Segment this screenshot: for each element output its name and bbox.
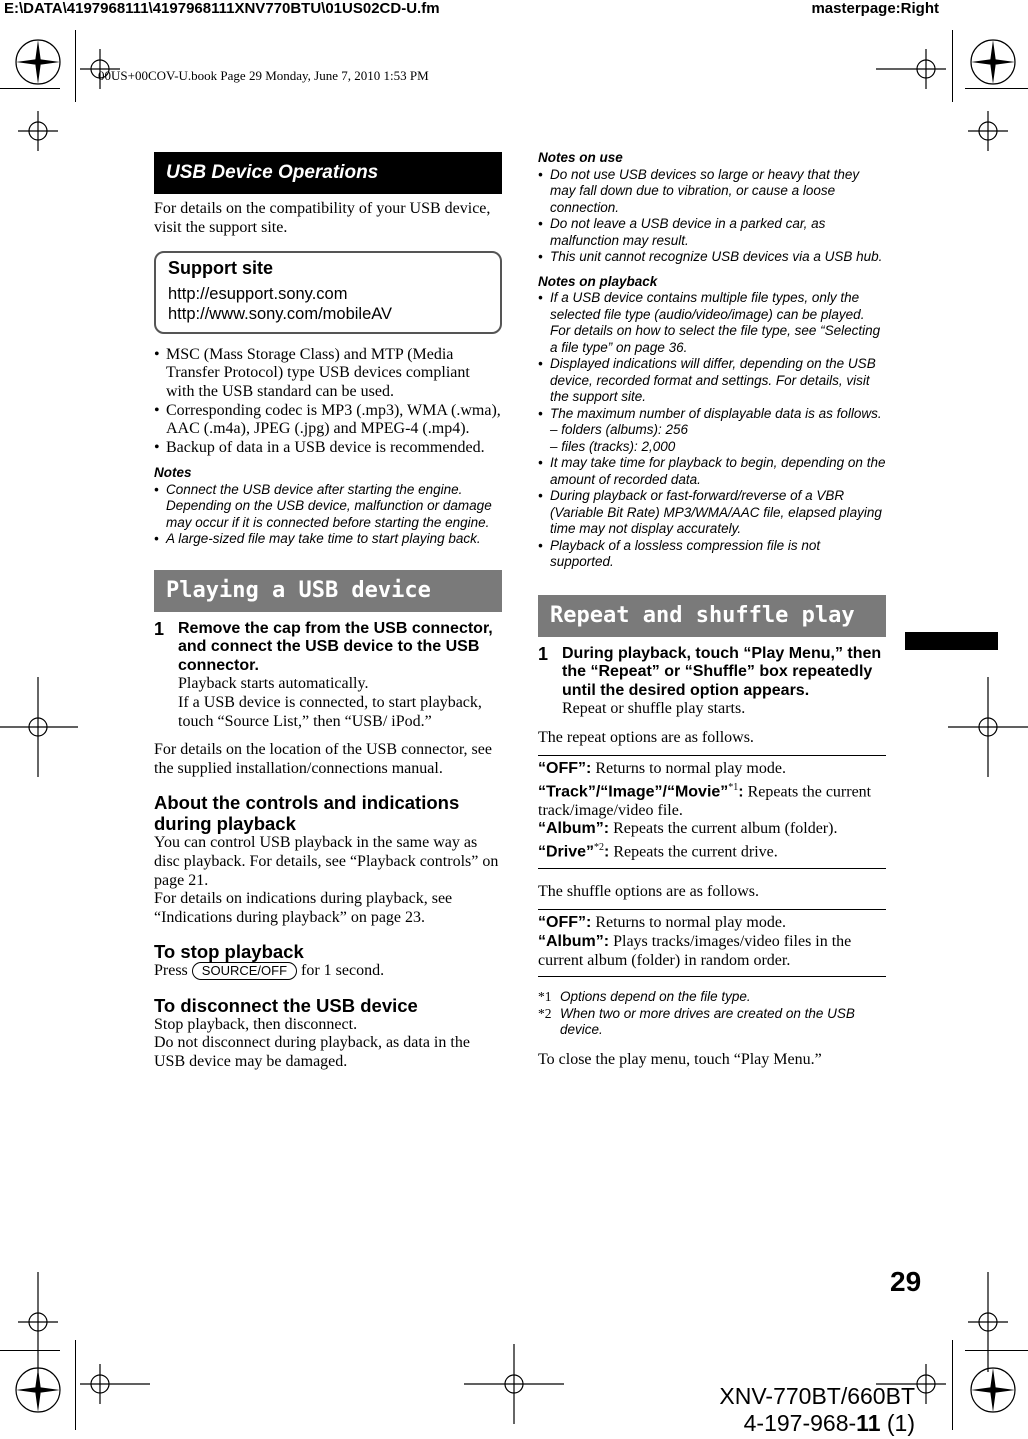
note-item: • Connect the USB device after starting the engine. Depending on the USB device, malfunction or damage may occur if it is connected before starting the engine. <box>154 481 492 530</box>
product-code: 4-197-968-11 (1) <box>743 1410 915 1436</box>
shuffle-options <box>538 910 886 976</box>
page-number: 29 <box>890 1266 922 1297</box>
note-item: • This unit cannot recognize USB devices via a USB hub. <box>538 249 883 264</box>
right-column <box>538 150 886 1069</box>
note-item: • The maximum number of displayable data is as follows. – folders (albums): 256 – files (tracks): 2,000 <box>538 405 882 454</box>
step-text: Repeat or shuffle play starts. <box>562 700 746 717</box>
usb-compat-list <box>154 346 502 458</box>
disconnect-heading: To disconnect the USB device <box>154 994 418 1016</box>
max-files: – files (tracks): 2,000 <box>550 438 676 454</box>
disconnect-text: Stop playback, then disconnect. <box>154 1015 358 1033</box>
step-number: 1 <box>538 643 549 664</box>
masterpage-label: masterpage:Right <box>811 0 939 17</box>
divider <box>538 868 886 869</box>
notes-heading: Notes <box>154 465 192 481</box>
max-folders: – folders (albums): 256 <box>550 422 689 437</box>
step-number: 1 <box>154 618 165 639</box>
step-heading: Remove the cap from the USB connector, and connect the USB device to the USB connector. <box>178 619 493 674</box>
usb-location-text: For details on the location of the USB connector, see the supplied installation/connections manual. <box>154 741 492 777</box>
list-item: • MSC (Mass Storage Class) and MTP (Media Transfer Protocol) type USB devices compliant with the USB standard can be used. <box>154 345 470 400</box>
source-off-button-label: SOURCE/OFF <box>192 962 297 980</box>
disconnect-text: Do not disconnect during playback, as data in the USB device may be damaged. <box>154 1034 470 1071</box>
step-text: If a USB device is connected, to start playback, touch “Source List,” then “USB/ iPod.” <box>178 693 482 730</box>
playing-usb-heading: Playing a USB device <box>154 570 502 612</box>
support-url-1: http://esupport.sony.com <box>168 284 348 303</box>
notes-on-use-heading: Notes on use <box>538 150 623 165</box>
support-site-box <box>154 251 502 334</box>
note-item: • Do not leave a USB device in a parked car, as malfunction may result. <box>538 216 826 248</box>
repeat-shuffle-heading: Repeat and shuffle play <box>538 595 886 637</box>
shuffle-intro: The shuffle options are as follows. <box>538 882 759 900</box>
repeat-options <box>538 756 886 868</box>
playing-step-1 <box>154 620 502 731</box>
footnote-1: *1 Options depend on the file type. <box>538 989 751 1005</box>
repeat-intro: The repeat options are as follows. <box>538 728 754 746</box>
note-item: • Displayed indications will differ, depending on the USB device, recorded format and settings. For details, visit the support site. <box>538 356 876 404</box>
book-info-line: 00US+00COV-U.book Page 29 Monday, June 7, 2010 1:53 PM <box>98 68 429 83</box>
option-track: “Track”/“Image”/“Movie”$^{*1}$: Repeats the current track/image/video file. <box>538 781 872 819</box>
controls-heading: About the controls and indications during playback <box>154 792 460 835</box>
note-item: • Do not use USB devices so large or heavy that they may fall down due to vibration, or cause a loose connection. <box>538 166 860 215</box>
note-item: • During playback or fast-forward/reverse of a VBR (Variable Bit Rate) MP3/WMA/AAC file, elapsed playing time may not display accurately. <box>538 488 882 536</box>
option-album: “Album”: Plays tracks/images/video files in the current album (folder) in random order. <box>538 933 852 969</box>
note-item: • If a USB device contains multiple file types, only the selected file type (audio/video/image) can be played. For details on how to select the file type, see “Selecting a file type” on page 36. <box>538 290 881 355</box>
option-off: “OFF”: Returns to normal play mode. <box>538 760 786 778</box>
footnotes <box>538 989 886 1039</box>
list-item: • Corresponding codec is MP3 (.mp3), WMA (.wma), AAC (.m4a), JPEG (.jpg) and MPEG-4 (.mp4). <box>154 401 501 438</box>
notes-on-playback-heading: Notes on playback <box>538 273 658 289</box>
option-album: “Album”: Repeats the current album (folder). <box>538 820 838 838</box>
divider <box>538 976 886 977</box>
section-tab-marker <box>905 632 998 650</box>
model-number: XNV-770BT/660BT <box>719 1383 915 1409</box>
controls-text: You can control USB playback in the same way as disc playback. For details, see “Playback controls” on page 21. <box>154 834 499 889</box>
close-menu-text: To close the play menu, touch “Play Menu.” <box>538 1050 822 1068</box>
repeat-step-1 <box>538 645 886 719</box>
controls-text: For details on indications during playback, see “Indications during playback” on page 23. <box>154 890 453 926</box>
step-heading: During playback, touch “Play Menu,” then the “Repeat” or “Shuffle” box repeatedly until the desired option appears. <box>562 644 882 699</box>
note-item: • Playback of a lossless compression file is not supported. <box>538 537 821 569</box>
step-text: Playback starts automatically. <box>178 675 369 693</box>
list-item: • Backup of data in a USB device is recommended. <box>154 438 485 456</box>
footnote-2: *2 When two or more drives are created on the USB device. <box>538 1005 855 1038</box>
file-path-header: E:\DATA\4197968111\4197968111XNV770BTU\01US02CD-U.fm <box>4 0 440 17</box>
stop-playback-text: Press SOURCE/OFF for 1 second. <box>154 962 385 980</box>
usb-ops-intro: For details on the compatibility of your USB device, visit the support site. <box>154 200 491 236</box>
support-url-2: http://www.sony.com/mobileAV <box>168 304 393 323</box>
option-off: “OFF”: Returns to normal play mode. <box>538 914 786 932</box>
note-item: • It may take time for playback to begin, depending on the amount of recorded data. <box>538 455 886 487</box>
support-site-title: Support site <box>168 258 274 279</box>
note-item: • A large-sized file may take time to start playing back. <box>154 531 481 547</box>
option-drive: “Drive”$^{*2}$: Repeats the current drive. <box>538 841 778 861</box>
usb-device-operations-heading: USB Device Operations <box>154 152 502 194</box>
left-column <box>154 152 502 1072</box>
usb-notes <box>154 465 502 548</box>
stop-playback-heading: To stop playback <box>154 941 304 963</box>
